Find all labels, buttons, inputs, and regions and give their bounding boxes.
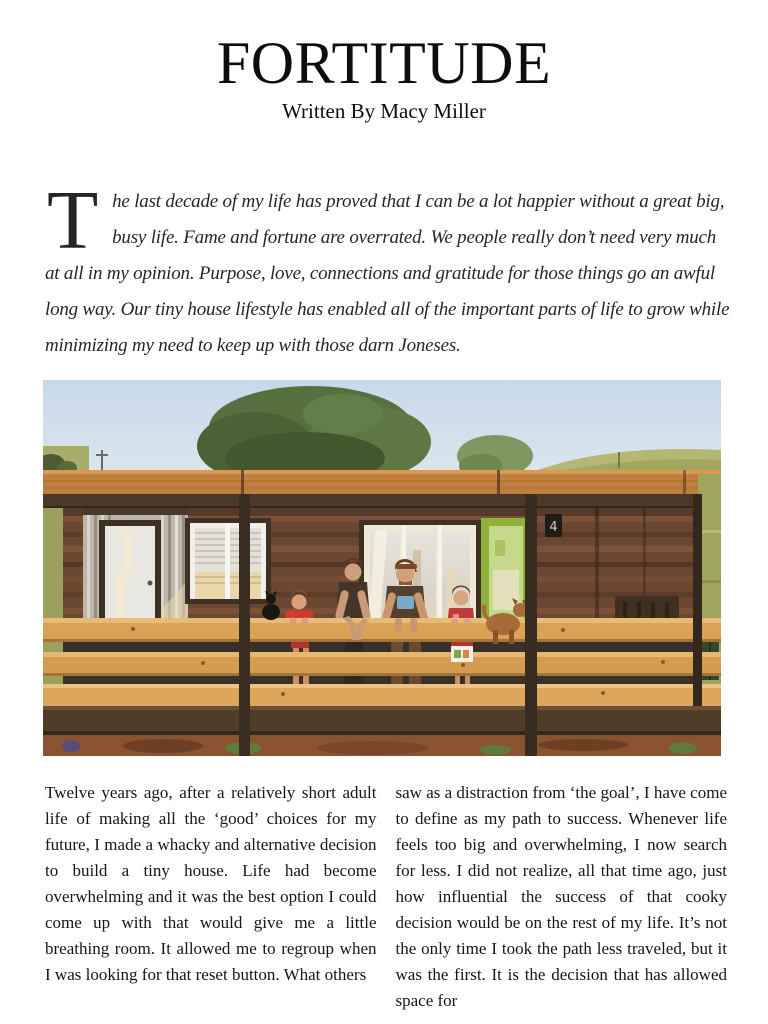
roof-beam xyxy=(43,494,721,509)
entry-door xyxy=(99,520,161,632)
article-byline: Written By Macy Miller xyxy=(282,99,486,123)
intro-text: he last decade of my life has proved that I can be a lot happier without a great big, busy life. Fame and fortune are overrated. We people really don’t need very much at all in my opinion. Purpose, love, connections and gratitude for those things go an awful long way. Our tiny house lifestyle has enabled all of the important parts of life to grow while minimizing my need to keep up with those darn Joneses. xyxy=(45,191,730,356)
tiny-house-photo-illustration xyxy=(43,380,721,756)
body-column-left: Twelve years ago, after a relatively short adult life of making all the ‘good’ choices for my future, I made a whacky and alternative decision to build a tiny house. Life had become overwhelming and it was the best option I could come up with that would give me a little breathing room. It allowed me to regroup when I was looking for that reset button. What others xyxy=(45,783,377,984)
roof xyxy=(43,470,721,494)
body-columns xyxy=(45,780,727,1014)
body-column-right: saw as a distraction from ‘the goal’, I have come to define as my path to success. Whenever life feels too big and overwhelming, I now search for less. I did not realize, all that time ago, just how influential the success of that cooky decision would be on the rest of my life. It’s not the only time I took the path less traveled, but it was the first. It is the decision that has allowed space for xyxy=(395,783,727,1010)
tiny-house-photo xyxy=(43,380,721,756)
house-number-sign xyxy=(545,514,562,537)
deck-beam xyxy=(43,706,721,735)
window-blinds xyxy=(185,518,271,604)
intro-dropcap: T xyxy=(47,174,99,267)
porch-railing xyxy=(43,618,721,706)
intro-paragraph xyxy=(45,174,730,364)
ground xyxy=(43,735,721,756)
house-number: 4 xyxy=(549,520,558,535)
page-title: FORTITUDE xyxy=(216,30,552,96)
